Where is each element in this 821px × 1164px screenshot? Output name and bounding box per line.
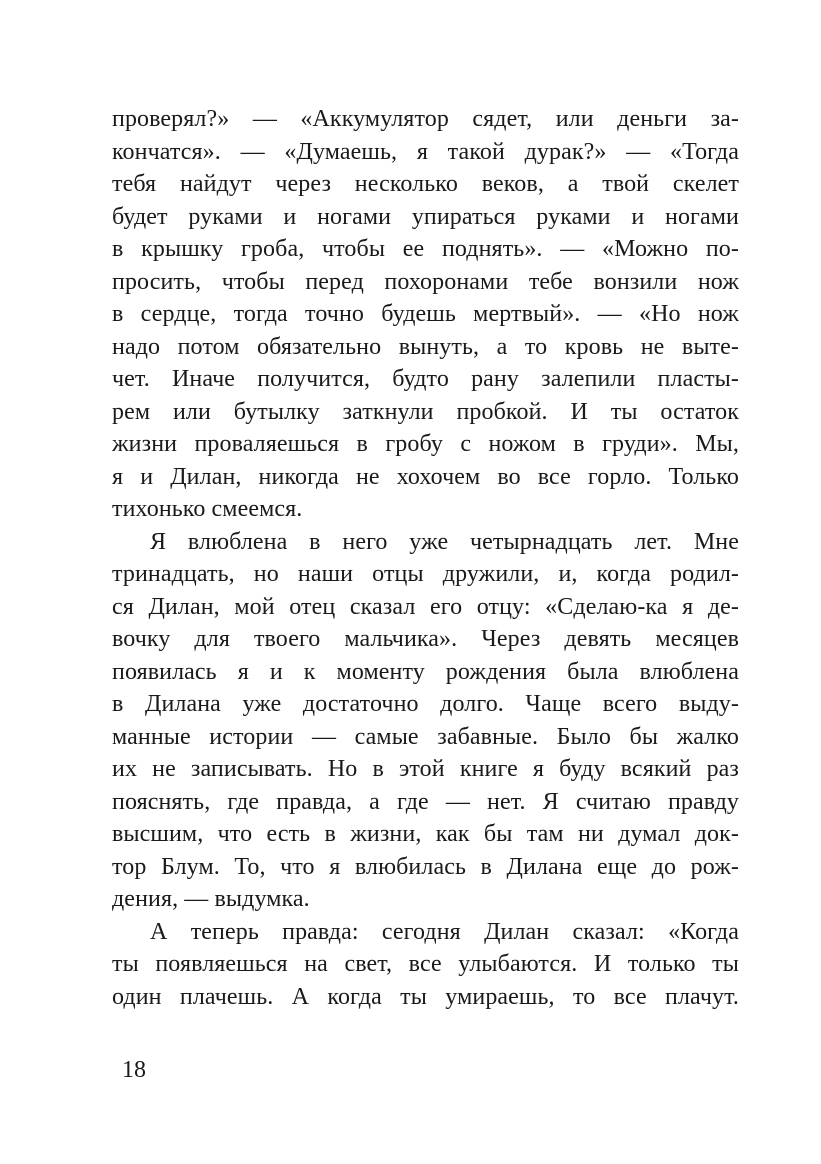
text-line: надо потом обязательно вынуть, а то кровь не выте- xyxy=(112,333,739,360)
text-line: проверял?» — «Аккумулятор сядет, или деньги за- xyxy=(112,106,739,132)
text-line: кончатся». — «Думаешь, я такой дурак?» — «Тогда xyxy=(112,138,739,165)
text-line: я и Дилан, никогда не хохочем во все горло. Только xyxy=(112,463,739,490)
text-line: А теперь правда: сегодня Дилан сказал: «Когда xyxy=(150,918,739,945)
text-line: один плачешь. А когда ты умираешь, то все плачут. xyxy=(112,983,739,1010)
text-line: ты появляешься на свет, все улыбаются. И только ты xyxy=(112,951,739,977)
text-line: тор Блум. То, что я влюбилась в Дилана еще до рож- xyxy=(112,853,739,880)
text-line: будет руками и ногами упираться руками и ногами xyxy=(112,203,739,230)
text-line: дения, — выдумка. xyxy=(112,886,310,912)
text-line: Я влюблена в него уже четырнадцать лет. Мне xyxy=(150,528,739,555)
text-line: тринадцать, но наши отцы дружили, и, когда родил- xyxy=(112,561,739,587)
text-line: жизни проваляешься в гробу с ножом в груди». Мы, xyxy=(112,431,739,457)
text-line: высшим, что есть в жизни, как бы там ни думал док- xyxy=(112,821,739,847)
text-line: тебя найдут через несколько веков, а твой скелет xyxy=(112,171,739,197)
text-line: появилась я и к моменту рождения была влюблена xyxy=(112,658,739,685)
text-line: их не записывать. Но в этой книге я буду всякий раз xyxy=(112,756,739,782)
page-number: 18 xyxy=(122,1057,146,1083)
text-line: тихонько смеемся. xyxy=(112,496,303,522)
text-line: пояснять, где правда, а где — нет. Я считаю правду xyxy=(112,788,739,815)
text-line: в Дилана уже достаточно долго. Чаще всего выду- xyxy=(112,691,739,717)
text-line: ся Дилан, мой отец сказал его отцу: «Сделаю-ка я де- xyxy=(112,593,739,620)
text-line: в крышку гроба, чтобы ее поднять». — «Можно по- xyxy=(112,236,739,262)
text-line: чет. Иначе получится, будто рану залепили пласты- xyxy=(112,366,739,392)
text-line: рем или бутылку заткнули пробкой. И ты остаток xyxy=(112,398,739,425)
text-line: манные истории — самые забавные. Было бы жалко xyxy=(112,723,739,750)
text-line: вочку для твоего мальчика». Через девять месяцев xyxy=(112,626,739,652)
text-line: в сердце, тогда точно будешь мертвый». — «Но нож xyxy=(112,301,739,327)
text-line: просить, чтобы перед похоронами тебе вонзили нож xyxy=(112,268,739,295)
page-text xyxy=(112,103,739,1013)
